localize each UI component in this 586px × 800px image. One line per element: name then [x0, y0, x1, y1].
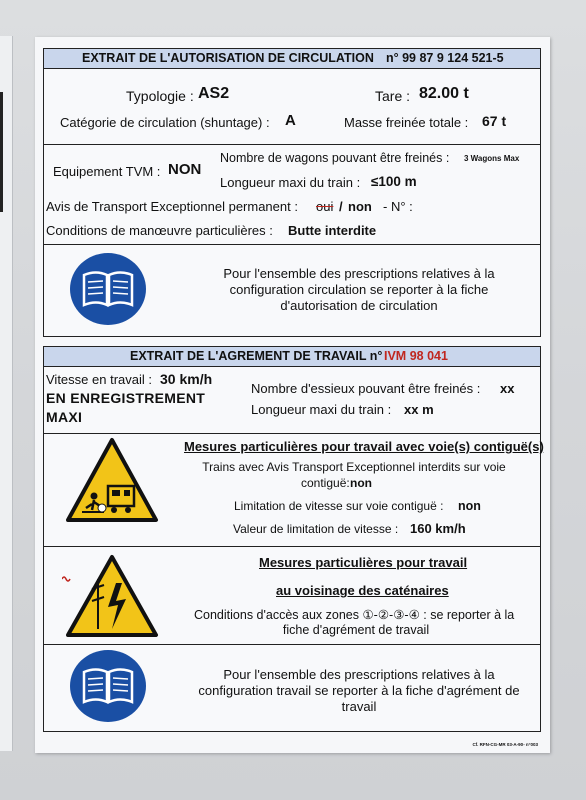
work-info-line1: Pour l'ensemble des prescriptions relatives à la	[223, 667, 495, 682]
trains-line1: Trains avec Avis Transport Exceptionnel interdits sur voie	[202, 460, 506, 474]
tvm-value: NON	[168, 161, 202, 178]
avis-oui: oui	[316, 199, 334, 214]
work-info-line3: travail	[341, 699, 377, 714]
circulation-panel	[43, 48, 541, 337]
vitesse-value: 30 km/h	[160, 371, 213, 387]
trains-value: non	[350, 476, 372, 490]
longueur-work-label: Longueur maxi du train :	[251, 402, 392, 417]
work-info-line2: configuration travail se reporter à la fiche d'agrément de	[198, 683, 520, 698]
enregistrement-line2: MAXI	[46, 409, 83, 425]
circulation-summary	[44, 69, 540, 145]
avis-non: non	[348, 199, 372, 214]
circulation-info-line3: d'autorisation de circulation	[280, 298, 438, 313]
circulation-header	[44, 49, 540, 69]
circulation-title: EXTRAIT DE L'AUTORISATION DE CIRCULATION	[82, 51, 374, 65]
circulation-number: n° 99 87 9 124 521-5	[386, 51, 504, 65]
track-work-warning-icon	[64, 436, 160, 524]
adjacent-plate-mark	[0, 92, 3, 212]
limitation-label: Limitation de vitesse sur voie contiguë :	[234, 499, 444, 513]
circulation-info-line1: Pour l'ensemble des prescriptions relatives à la	[223, 266, 495, 281]
typologie-label: Typologie :	[126, 88, 194, 104]
conditions-label: Conditions de manœuvre particulières :	[46, 223, 273, 238]
tvm-label: Equipement TVM :	[53, 164, 161, 179]
mesures-catenaire-title1: Mesures particulières pour travail	[259, 555, 468, 570]
conditions-value: Butte interdite	[288, 223, 377, 238]
tare-label: Tare :	[375, 88, 411, 104]
longueur-label: Longueur maxi du train :	[220, 175, 361, 190]
acces-line1: Conditions d'accès aux zones ①-②-③-④ : se reporter à la	[194, 608, 515, 622]
vitesse-label: Vitesse en travail :	[46, 372, 152, 387]
essieux-value: xx	[500, 381, 515, 396]
book-info-icon	[70, 650, 146, 722]
avis-number-label: - N° :	[383, 199, 413, 214]
acces-line2: fiche d'agrément de travail	[282, 623, 430, 637]
essieux-label: Nombre d'essieux pouvant être freinés :	[251, 381, 481, 396]
limitation-value: non	[458, 499, 481, 513]
longueur-value: ≤100 m	[371, 174, 417, 189]
book-info-icon	[70, 253, 146, 325]
mesures-catenaire-title2: au voisinage des caténaires	[276, 583, 449, 598]
work-title: EXTRAIT DE L'AGREMENT DE TRAVAIL n°	[130, 349, 383, 363]
typologie-value: AS2	[198, 85, 230, 102]
circulation-info-line2: configuration circulation se reporter à la fiche	[229, 282, 489, 297]
avis-label: Avis de Transport Exceptionnel permanent :	[46, 199, 298, 214]
adjacent-plate-edge	[0, 36, 13, 751]
footer-reference: Cf. RFN-CG-MR 03-A-90- n°003	[472, 742, 538, 747]
trains-line2: contiguë:	[301, 476, 350, 490]
enregistrement-line1: EN ENREGISTREMENT	[46, 390, 206, 406]
mesures-contigue-title: Mesures particulières pour travail avec voie(s) contiguë(s)	[184, 439, 544, 454]
categorie-label: Catégorie de circulation (shuntage) :	[60, 115, 270, 130]
masse-value: 67 t	[482, 113, 507, 129]
contiguous-track-section	[44, 434, 544, 547]
wagons-label: Nombre de wagons pouvant être freinés :	[220, 151, 450, 165]
work-header	[44, 347, 540, 367]
categorie-value: A	[285, 112, 296, 129]
circulation-info	[44, 245, 540, 335]
work-panel	[43, 346, 544, 732]
avis-separator: /	[339, 199, 343, 214]
catenary-section	[44, 547, 540, 645]
info-plate	[35, 37, 550, 753]
masse-label: Masse freinée totale :	[344, 115, 469, 130]
work-info	[44, 645, 540, 731]
circulation-details	[44, 145, 540, 245]
longueur-work-value: xx m	[404, 402, 434, 417]
valeur-value: 160 km/h	[410, 521, 466, 536]
valeur-label: Valeur de limitation de vitesse :	[233, 522, 399, 536]
tare-value: 82.00 t	[419, 85, 469, 102]
work-number: IVM 98 041	[384, 349, 448, 363]
electric-hazard-warning-icon	[62, 549, 162, 641]
work-summary	[44, 367, 540, 434]
wagons-value: 3 Wagons Max	[464, 154, 520, 163]
